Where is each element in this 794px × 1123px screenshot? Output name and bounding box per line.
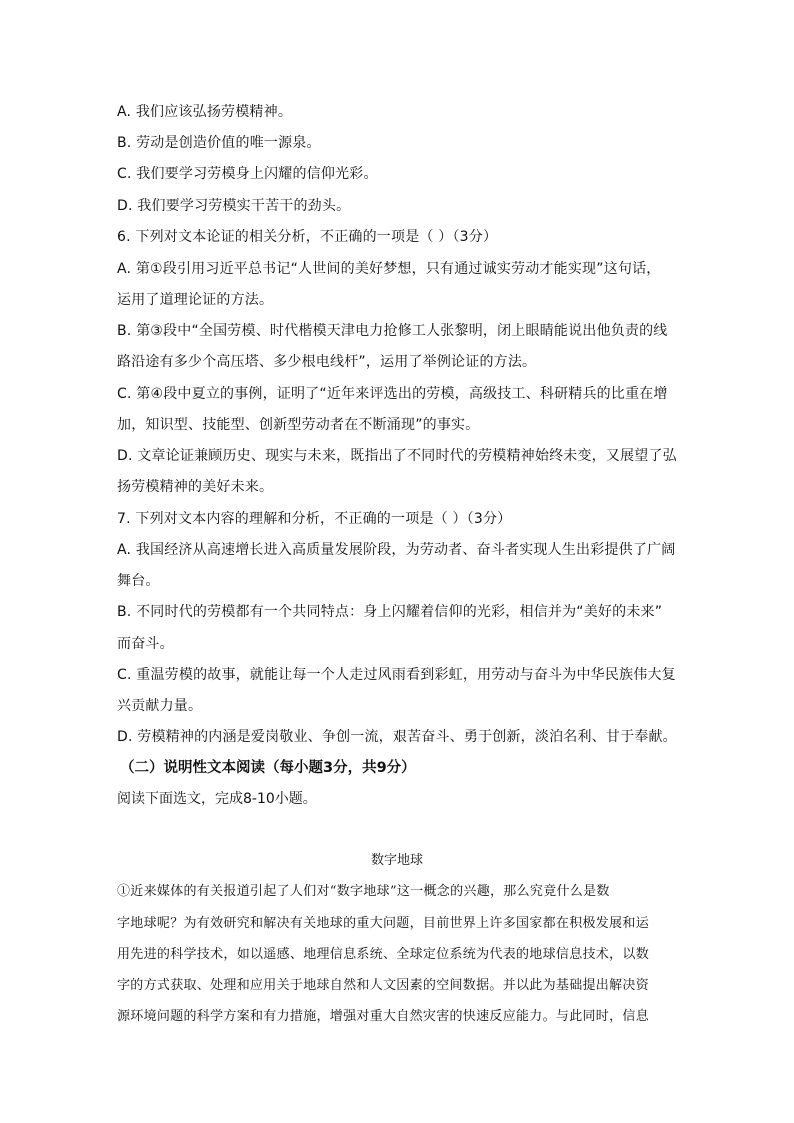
q6-line: 扬劳模精神的美好未来。 [117, 479, 274, 495]
q6-line: 运用了道理论证的方法。 [117, 292, 274, 308]
q6-line: C. 第④段中夏立的事例，证明了“近年来评选出的劳模，高级技工、科研精兵的比重在增 [117, 386, 668, 402]
q7-line: 舞台。 [117, 573, 160, 589]
passage-line: 字的方式获取、处理和应用关于地球自然和人文因素的空间数据。并以此为基础提出解决资 [117, 978, 650, 993]
q7-line: D. 劳模精神的内涵是爱岗敬业、争创一流，艰苦奋斗、勇于创新，淡泊名利、甘于奉献。 [117, 729, 677, 745]
q6-line: B. 第③段中“全国劳模、时代楷模天津电力抢修工人张黎明，闭上眼睛能说出他负责的线 [117, 323, 668, 339]
section-heading: （二）说明性文本阅读（每小题3分，共9分） [120, 760, 416, 776]
passage-line: 源环境问题的科学方案和有力措施，增强对重大自然灾害的快速反应能力。与此同时，信息 [117, 1009, 650, 1024]
q7-line: 兴贡献力量。 [117, 698, 203, 714]
q7-line: 而奋斗。 [117, 636, 174, 652]
q5-option-a: A. 我们应该弘扬劳模精神。 [117, 104, 293, 120]
q6-stem: 6. 下列对文本论证的相关分析，不正确的一项是（ ）（3分） [117, 229, 498, 245]
q6-line: 加，知识型、技能型、创新型劳动者在不断涌现”的事实。 [117, 417, 480, 433]
passage-line: 用先进的科学技术，如以遥感、地理信息系统、全球定位系统为代表的地球信息技术，以数 [117, 947, 650, 962]
q6-line: 路沿途有多少个高压塔、多少根电线杆”，运用了举例论证的方法。 [117, 354, 537, 370]
q7-line: A. 我国经济从高速增长进入高质量发展阶段，为劳动者、奋斗者实现人生出彩提供了广阔 [117, 542, 676, 558]
q5-option-d: D. 我们要学习劳模实干苦干的劲头。 [117, 198, 351, 214]
q6-line: A. 第①段引用习近平总书记“人世间的美好梦想，只有通过诚实劳动才能实现”这句话， [117, 261, 661, 277]
passage-title: 数字地球 [370, 853, 423, 868]
q7-line: B. 不同时代的劳模都有一个共同特点：身上闪耀着信仰的光彩，相信并为“美好的未来” [117, 604, 663, 620]
q7-line: C. 重温劳模的故事，就能让每一个人走过风雨看到彩虹，用劳动与奋斗为中华民族伟大复 [117, 667, 676, 683]
passage-line: ①近来媒体的有关报道引起了人们对“数字地球”这一概念的兴趣，那么究竟什么是数 [117, 884, 610, 899]
section-instruction: 阅读下面选文，完成8-10小题。 [117, 791, 317, 807]
passage-line: 字地球呢？为有效研究和解决有关地球的重大问题，目前世界上许多国家都在积极发展和运 [117, 916, 650, 931]
q5-option-b: B. 劳动是创造价值的唯一源泉。 [117, 135, 321, 151]
q5-option-c: C. 我们要学习劳模身上闪耀的信仰光彩。 [117, 166, 378, 182]
q7-stem: 7. 下列对文本内容的理解和分析，不正确的一项是（ ）（3分） [117, 511, 512, 527]
q6-line: D. 文章论证兼顾历史、现实与未来，既指出了不同时代的劳模精神始终未变，又展望了弘 [117, 448, 677, 464]
